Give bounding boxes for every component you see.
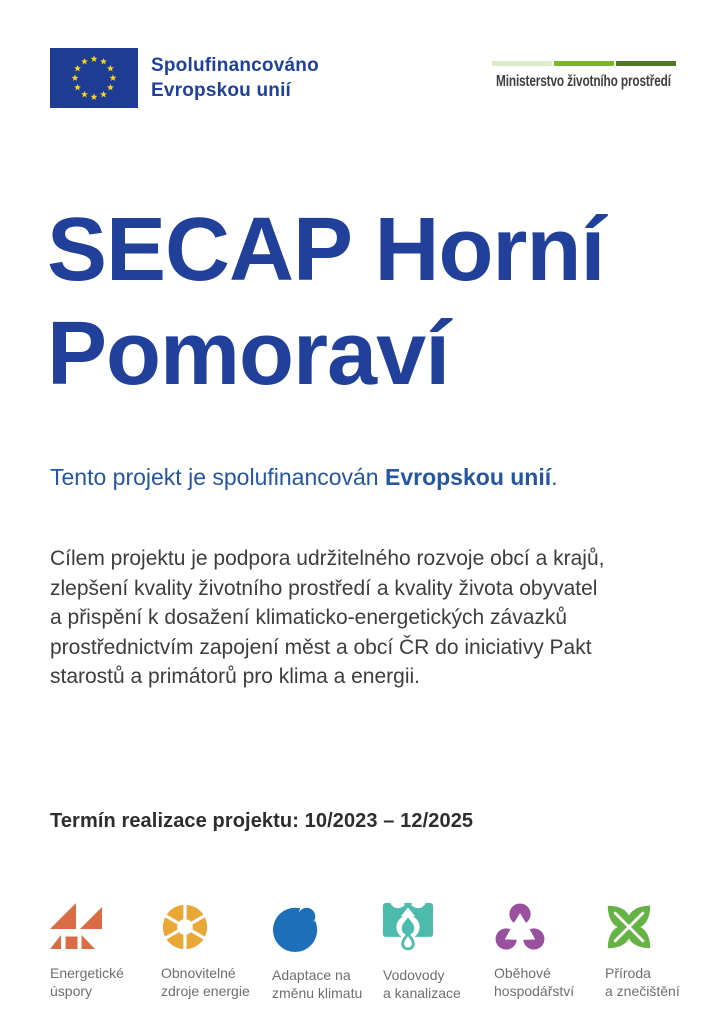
eu-cofunded-logo <box>50 48 319 108</box>
icon-label: Energetické úspory <box>50 965 124 999</box>
cofinanced-statement-bold: Evropskou unií <box>385 464 552 490</box>
eu-text-line2: Evropskou unií <box>151 80 292 101</box>
theme-energy-savings <box>50 903 161 1002</box>
theme-icons-row <box>50 903 716 1002</box>
eu-flag-icon <box>50 48 138 108</box>
nature-pollution-icon <box>605 903 653 951</box>
climate-adaptation-icon <box>272 903 322 953</box>
ministry-gradient-bar <box>492 61 676 66</box>
project-description-line: a přispění k dosažení klimaticko-energetických závazků <box>50 606 568 629</box>
ministry-logo <box>492 61 676 91</box>
ministry-bar-dark <box>616 61 676 66</box>
page-title-line2: Pomoraví <box>47 304 450 404</box>
icon-label: Obnovitelné zdroje energie <box>161 965 250 999</box>
circular-economy-icon <box>494 903 546 951</box>
project-term: Termín realizace projektu: 10/2023 – 12/2025 <box>50 810 474 832</box>
eu-cofunded-text <box>151 53 319 103</box>
project-description-line: zlepšení kvality životního prostředí a kvality života obyvatel <box>50 576 598 600</box>
page-title <box>47 198 604 406</box>
project-description <box>50 544 604 692</box>
cofinanced-statement-prefix: Tento projekt je spolufinancován <box>50 464 385 490</box>
theme-water-sewerage <box>383 903 494 1002</box>
ministry-bar-mid <box>554 61 614 66</box>
icon-label: Příroda a znečištění <box>605 965 680 999</box>
project-description-line: starostů a primátorů pro klima a energii. <box>50 665 420 688</box>
theme-circular-economy <box>494 903 605 1002</box>
renewable-energy-icon <box>161 903 209 951</box>
theme-nature-pollution <box>605 903 716 1002</box>
cofinanced-statement <box>50 464 558 491</box>
theme-renewable-energy <box>161 903 272 1002</box>
icon-label: Oběhové hospodářství <box>494 965 575 999</box>
energy-savings-icon <box>50 903 102 951</box>
icon-label: Adaptace na změnu klimatu <box>272 967 363 1001</box>
project-description-line: prostřednictvím zapojení měst a obcí ČR do iniciativy Pakt <box>50 635 592 659</box>
cofinanced-statement-suffix: . <box>551 464 558 490</box>
eu-text-line1: Spolufinancováno <box>151 55 319 76</box>
theme-climate-adaptation <box>272 903 383 1002</box>
water-sewerage-icon <box>383 903 433 953</box>
project-description-line: Cílem projektu je podpora udržitelného rozvoje obcí a krajů, <box>50 547 605 570</box>
page-title-line1: SECAP Horní <box>47 200 605 300</box>
ministry-name: Ministerstvo životního prostředí <box>496 73 671 90</box>
ministry-bar-light <box>492 61 552 66</box>
icon-label: Vodovody a kanalizace <box>383 967 461 1001</box>
